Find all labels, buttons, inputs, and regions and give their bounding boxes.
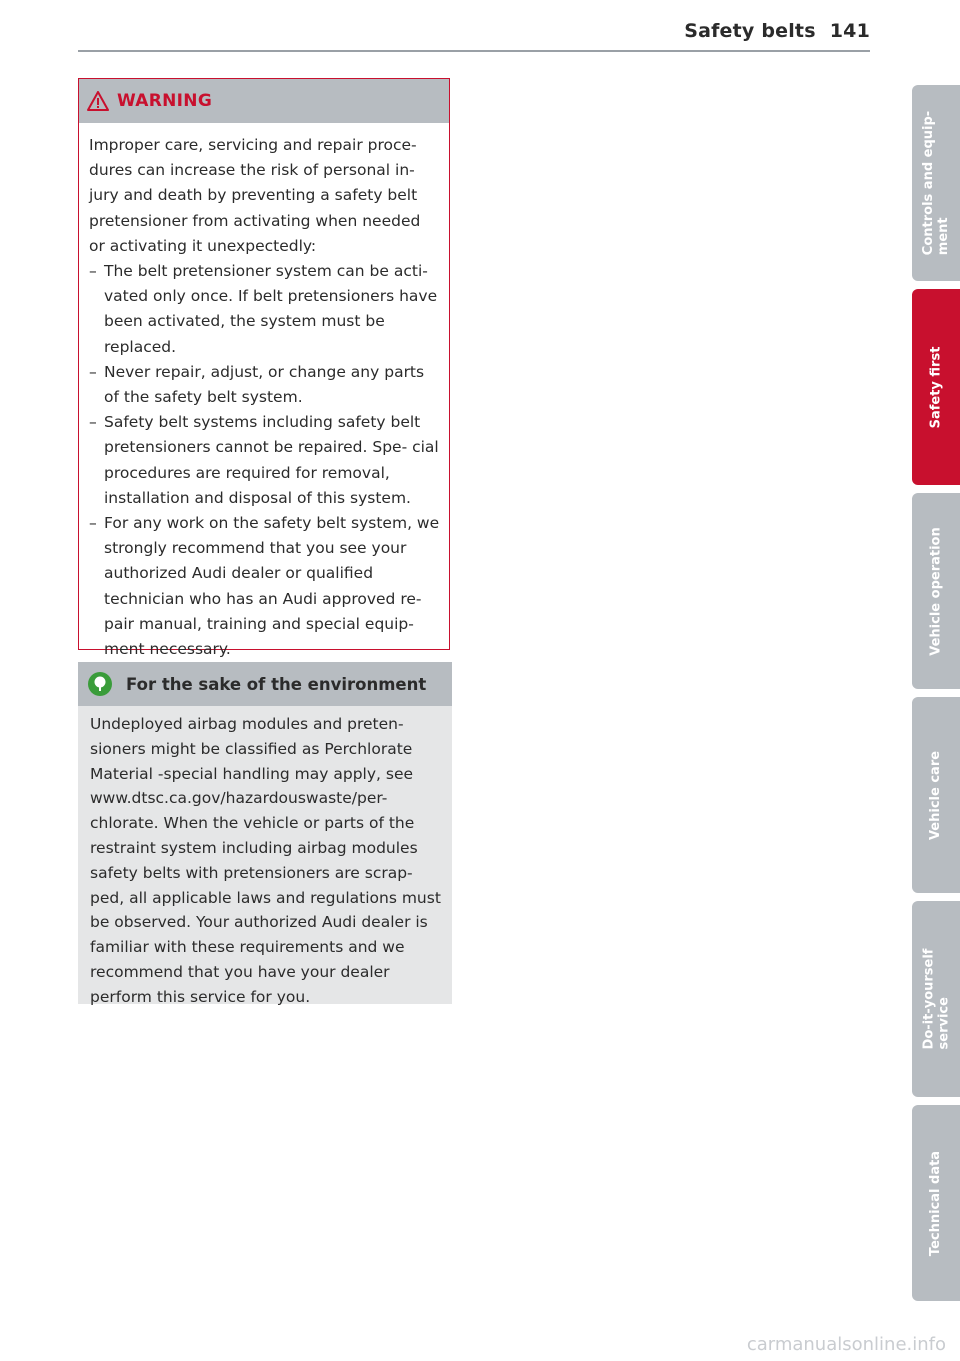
tab-do-it-yourself-service[interactable] (912, 901, 960, 1097)
tab-label: Controls and equip- (921, 110, 936, 256)
tab-vehicle-care[interactable] (912, 697, 960, 893)
watermark: carmanualsonline.info (746, 1334, 946, 1355)
tab-label: ment (936, 217, 951, 256)
header-rule (78, 50, 870, 52)
tab-safety-first[interactable] (912, 289, 960, 485)
tab-label: Safety first (928, 346, 944, 428)
tab-label: Vehicle operation (928, 526, 944, 656)
warning-bullet: – Never repair, adjust, or change any parts of the safety belt system. (89, 360, 441, 410)
environment-header (78, 662, 452, 706)
tab-label: Technical data (928, 1150, 944, 1256)
tab-technical-data[interactable] (912, 1105, 960, 1301)
tab-label: Vehicle care (928, 750, 944, 840)
environment-box (78, 662, 452, 1004)
warning-bullet-list (89, 259, 441, 662)
warning-bullet: – Safety belt systems including safety belt pretensioners cannot be repaired. Spe- cial procedures are required for removal, installation and disposal of this system. (89, 410, 441, 511)
warning-bullet: – The belt pretensioner system can be acti- vated only once. If belt pretensioners have been activated, the system must be replaced. (89, 259, 441, 360)
warning-header (79, 79, 449, 123)
warning-bullet: – For any work on the safety belt system, we strongly recommend that you see your authorized Audi dealer or qualified technician who has an Audi approved re- pair manual, training and special equip- ment necessary. (89, 511, 441, 662)
warning-intro: Improper care, servicing and repair proce- dures can increase the risk of personal in- jury and death by preventing a safety belt pretensioner from activating when needed or activating it unexpectedly: (89, 136, 421, 255)
warning-triangle-icon (87, 91, 109, 111)
tab-label: Do-it-yourself (921, 948, 937, 1050)
tab-vehicle-operation[interactable] (912, 493, 960, 689)
running-header (684, 20, 870, 42)
warning-heading: WARNING (117, 91, 213, 111)
environment-heading: For the sake of the environment (126, 674, 427, 694)
section-title: Safety belts (684, 20, 816, 42)
warning-body (79, 123, 449, 662)
tab-controls-and-equipment[interactable] (912, 85, 960, 281)
warning-box (78, 78, 450, 659)
tree-icon (88, 672, 112, 696)
tab-label: service (936, 997, 952, 1050)
page-number: 141 (829, 20, 870, 42)
environment-body: Undeployed airbag modules and preten- sioners might be classified as Perchlorate Material -special handling may apply, see www.dtsc.ca.gov/hazardouswaste/per- chlorate. When the vehicle or parts of the restraint system including airbag modules safety belts with pretensioners are scrap- ped, all applicable laws and regulations must be observed. Your authorized Audi dealer is familiar with these requirements and we recommend that you have your dealer perform this service for you. (90, 715, 441, 1006)
